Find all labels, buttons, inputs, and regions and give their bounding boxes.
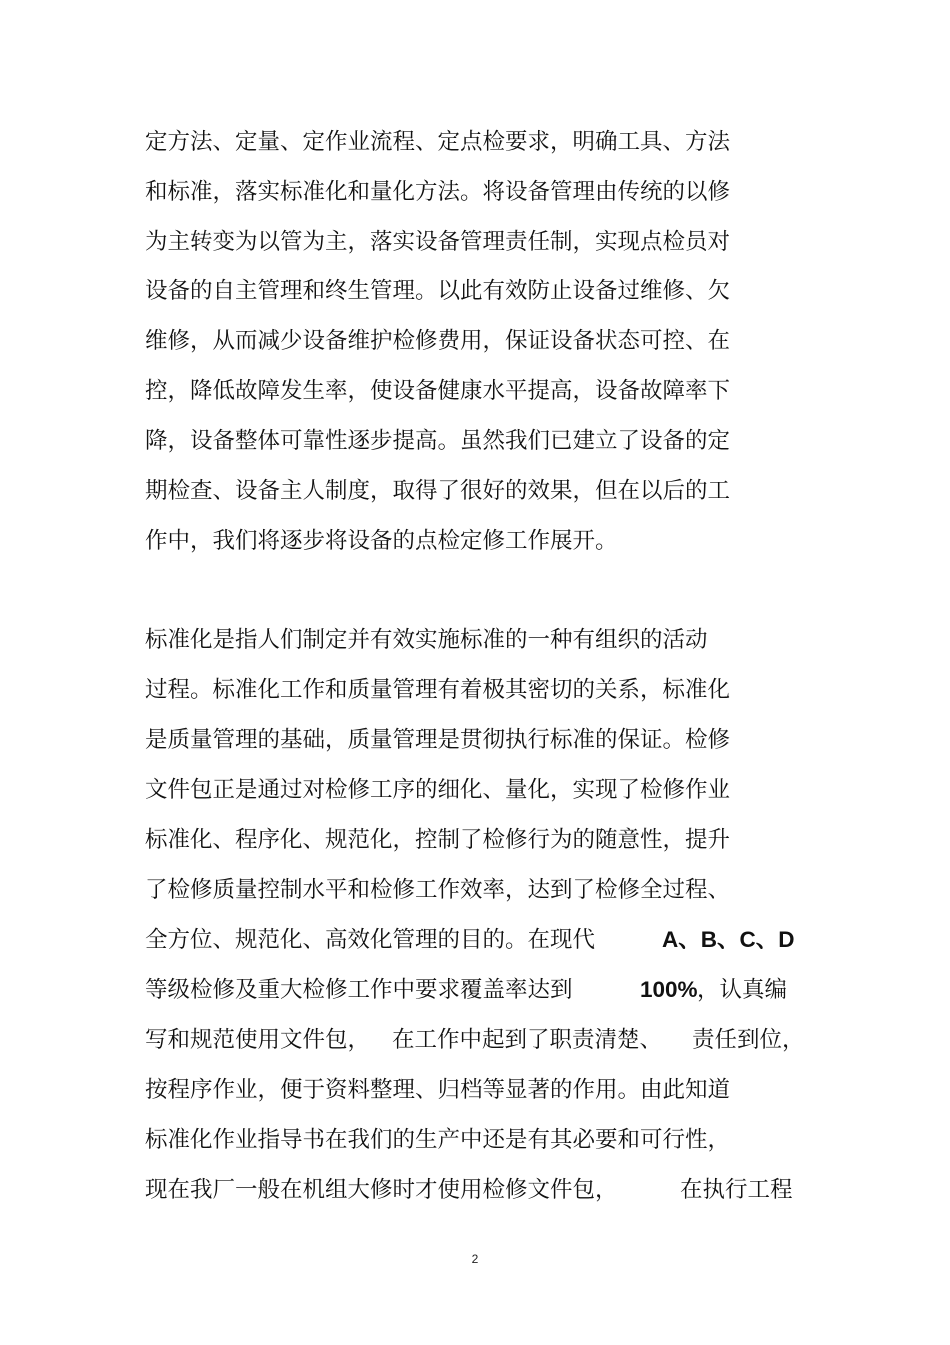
page-number: 2 [471,1252,479,1266]
paragraph2-line-coverage [145,975,845,1005]
paragraph2-line-spaced [145,1025,845,1055]
paragraph1-line: 定方法、定量、定作业流程、定点检要求，明确工具、方法 [145,129,731,155]
paragraph1-line: 作中，我们将逐步将设备的点检定修工作展开。 [145,528,618,554]
line-text: 全方位、规范化、高效化管理的目的。在现代 [145,927,596,953]
line-text: 现在我厂一般在机组大修时才使用检修文件包， [145,1177,618,1203]
paragraph1-line: 维修，从而减少设备维护检修费用，保证设备状态可控、在 [145,328,731,354]
paragraph2-line: 标准化、程序化、规范化，控制了检修行为的随意性，提升 [145,827,731,853]
paragraph2-line: 是质量管理的基础，质量管理是贯彻执行标准的保证。检修 [145,727,731,753]
paragraph1-line: 期检查、设备主人制度，取得了很好的效果，但在以后的工 [145,478,731,504]
line-text: 写和规范使用文件包， [145,1027,371,1053]
line-text: 等级检修及重大检修工作中要求覆盖率达到 [145,977,573,1003]
paragraph2-line: 按程序作业，便于资料整理、归档等显著的作用。由此知道 [145,1077,731,1103]
paragraph1-line: 为主转变为以管为主，落实设备管理责任制，实现点检员对 [145,229,731,255]
paragraph2-line: 标准化作业指导书在我们的生产中还是有其必要和可行性， [145,1127,731,1153]
line-tail: ，认真编 [697,977,788,1003]
paragraph1-line: 设备的自主管理和终生管理。以此有效防止设备过维修、欠 [145,278,731,304]
paragraph2-line-last [145,1175,845,1205]
paragraph2-line: 了检修质量控制水平和检修工作效率，达到了检修全过程、 [145,877,731,903]
line-text: 在工作中起到了职责清楚、 [392,1027,663,1053]
paragraph2-line-abcd [145,925,845,955]
paragraph1-line: 降，设备整体可靠性逐步提高。虽然我们已建立了设备的定 [145,428,731,454]
line-text: 责任到位， [692,1027,805,1053]
paragraph1-line: 和标准，落实标准化和量化方法。将设备管理由传统的以修 [145,179,731,205]
paragraph2-line: 文件包正是通过对检修工序的细化、量化，实现了检修作业 [145,777,731,803]
paragraph1-line: 控，降低故障发生率，使设备健康水平提高，设备故障率下 [145,378,731,404]
coverage-value: 100% [640,977,698,1002]
line-text: 在执行工程 [680,1177,793,1203]
paragraph2-line: 过程。标准化工作和质量管理有着极其密切的关系，标准化 [145,677,731,703]
paragraph2-line: 标准化是指人们制定并有效实施标准的一种有组织的活动 [145,627,708,653]
grade-labels: A、B、C、D [662,927,795,952]
